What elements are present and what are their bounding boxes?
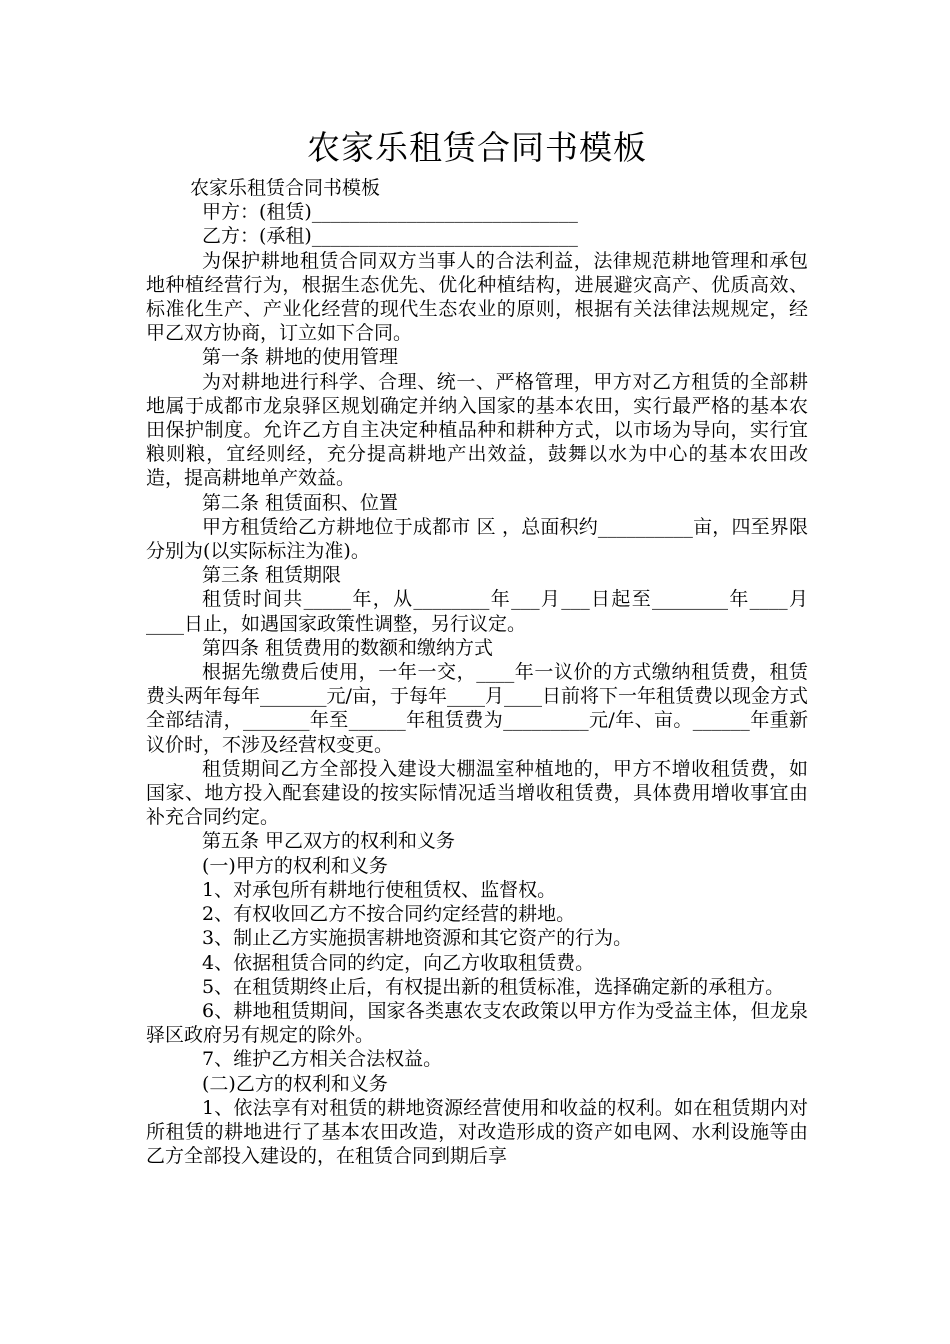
party-a-item-1: 1、对承包所有耕地行使租赁权、监督权。 — [202, 878, 557, 901]
party-a-line: 甲方：(租赁)____________________________ — [202, 201, 578, 224]
party-a-item-6: 6、耕地租赁期间，国家各类惠农支农政策以甲方作为受益主体，但龙泉驿区政府另有规定的除外。 — [146, 999, 808, 1047]
document-page — [146, 120, 808, 1168]
article-3-heading: 第三条 租赁期限 — [202, 564, 342, 587]
section-party-b-heading: (二)乙方的权利和义务 — [202, 1072, 388, 1095]
party-b-item-1: 1、依法享有对租赁的耕地资源经营使用和收益的权利。如在租赁期内对所租赁的耕地进行了基本农田改造，对改造形成的资产如电网、水利设施等由乙方全部投入建设的，在租赁合同到期后享 — [146, 1096, 808, 1168]
article-4-heading: 第四条 租赁费用的数额和缴纳方式 — [202, 636, 494, 659]
party-a-item-3: 3、制止乙方实施损害耕地资源和其它资产的行为。 — [202, 927, 633, 950]
article-1-body: 为对耕地进行科学、合理、统一、严格管理，甲方对乙方租赁的全部耕地属于成都市龙泉驿区规划确定并纳入国家的基本农田，实行最严格的基本农田保护制度。允许乙方自主决定种植品种和耕种方式，以市场为导向，实行宜粮则粮，宜经则经，充分提高耕地产出效益，鼓舞以水为中心的基本农田改造，提高耕地单产效益。 — [146, 370, 808, 490]
article-2-body: 甲方租赁给乙方耕地位于成都市 区 ，总面积约__________亩，四至界限分别为(以实际标注为准)。 — [146, 515, 808, 563]
document-title: 农家乐租赁合同书模板 — [307, 128, 647, 167]
article-4-body-2: 租赁期间乙方全部投入建设大棚温室种植地的，甲方不增收租赁费，如国家、地方投入配套建设的按实际情况适当增收租赁费，具体费用增收事宜由补充合同约定。 — [146, 757, 808, 829]
article-1-heading: 第一条 耕地的使用管理 — [202, 346, 399, 369]
section-party-a-heading: (一)甲方的权利和义务 — [202, 854, 388, 877]
article-5-heading: 第五条 甲乙双方的权利和义务 — [202, 830, 456, 853]
subtitle-line: 农家乐租赁合同书模板 — [190, 177, 381, 199]
party-a-item-7: 7、维护乙方相关合法权益。 — [202, 1048, 443, 1071]
party-a-item-5: 5、在租赁期终止后，有权提出新的租赁标准，选择确定新的承租方。 — [202, 975, 785, 998]
party-a-item-4: 4、依据租赁合同的约定，向乙方收取租赁费。 — [202, 951, 595, 974]
party-a-item-2: 2、有权收回乙方不按合同约定经营的耕地。 — [202, 903, 576, 926]
article-4-body: 根据先缴费后使用，一年一交，____年一议价的方式缴纳租赁费，租赁费头两年每年_______元/亩，于每年____月____日前将下一年租赁费以现金方式全部结清，_______年至______年租赁费为_________元/年、亩。______年重新议价时，不涉及经营权变更。 — [146, 661, 808, 756]
preamble-paragraph: 为保护耕地租赁合同双方当事人的合法利益，法律规范耕地管理和承包地种植经营行为，根据生态优先、优化种植结构，进展避灾高产、优质高效、标准化生产、产业化经营的现代生态农业的原则，根据有关法律法规规定，经甲乙双方协商，订立如下合同。 — [146, 249, 808, 345]
article-2-heading: 第二条 租赁面积、位置 — [202, 491, 399, 514]
party-b-line: 乙方：(承租)____________________________ — [202, 225, 578, 248]
article-3-body: 租赁时间共_____年，从________年___月___日起至________年____月____日止，如遇国家政策性调整，另行议定。 — [146, 588, 808, 635]
